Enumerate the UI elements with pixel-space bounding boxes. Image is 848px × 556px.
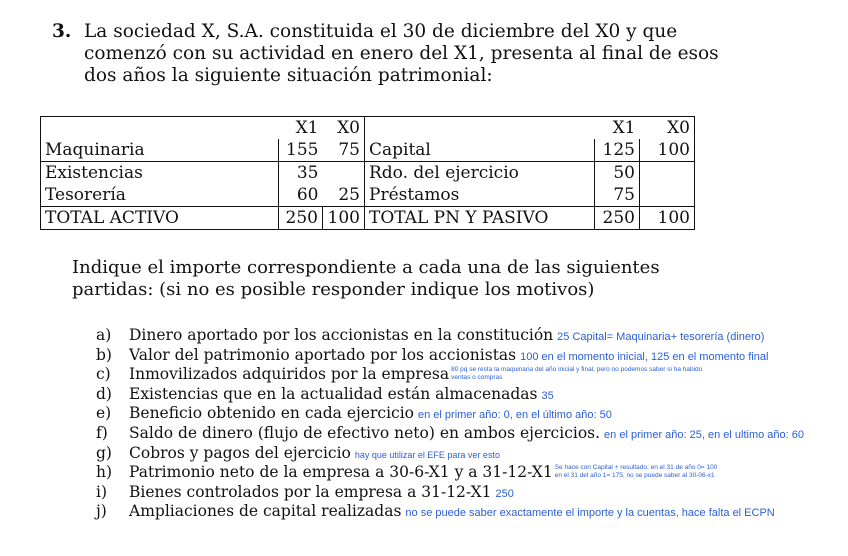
answer-line: ventas o compras [451,373,503,381]
handwritten-answer [555,464,718,479]
handwritten-answer: en el primer año: 0, en el último año: 50 [418,409,612,422]
item-letter: b) [96,345,112,364]
item-letter: c) [96,365,111,384]
instruction-line: partidas: (si no es posible responder indique los motivos) [72,279,595,300]
list-item [96,346,841,366]
asset-label: Maquinaria [41,139,279,162]
table-row [41,184,695,207]
item-text: Patrimonio neto de la empresa a 30-6-X1 y a 31-12-X1 [129,463,553,482]
item-letter: j) [96,502,107,521]
header-x1: X1 [595,117,640,140]
answer-line: 80 pq se resta la maquinaria del año inicial y final, pero no podemos saber si ha habido [451,366,703,374]
asset-x0: 25 [323,184,365,207]
item-text: Saldo de dinero (flujo de efectivo neto) en ambos ejercicios. [129,423,601,442]
list-item [96,385,841,405]
table-row [41,162,695,185]
liability-label: Capital [365,139,595,162]
asset-x0: 75 [323,139,365,162]
list-item [96,502,841,522]
liability-x1: 75 [595,184,640,207]
list-item [96,463,841,483]
item-text: Cobros y pagos del ejercicio [129,443,351,462]
asset-x1: 35 [296,163,319,183]
liability-x0 [640,184,695,207]
answer-line: Se hace con Capital + resultado, en el 31 de año 0= 100 [554,464,718,472]
item-text: Existencias que en la actualidad están almacenadas [129,384,538,403]
handwritten-answer [451,366,702,381]
instruction-line: Indique el importe correspondiente a cada una de las siguientes [72,257,660,278]
item-letter: h) [96,463,113,482]
handwritten-answer: en el primer año: 25, en el ultimo año: 60 [604,428,805,441]
item-text: Ampliaciones de capital realizadas [129,502,402,521]
list-item [96,483,841,503]
question-number: 3. [52,21,72,42]
asset-label: Existencias [41,162,279,185]
liability-total-x0: 100 [640,207,695,230]
liability-x0 [640,162,695,185]
answer-line: en el 31 del año 1= 175, no se puede saber al 30-06-x1 [554,471,715,479]
liability-total-x1: 250 [595,207,640,230]
item-letter: g) [96,443,112,462]
asset-total-label: TOTAL ACTIVO [41,207,279,230]
asset-total-x0: 100 [323,207,365,230]
handwritten-answer: 250 [495,487,514,500]
asset-total-x1: 250 [279,207,323,230]
balance-sheet-table [40,116,695,230]
liability-total-label: TOTAL PN Y PASIVO [365,207,595,230]
item-letter: d) [96,384,112,403]
liability-x1: 125 [595,139,640,162]
list-item [96,326,841,346]
handwritten-answer: 35 [541,389,554,402]
item-letter: f) [96,423,108,442]
question-line: dos años la siguiente situación patrimonial: [84,65,493,86]
item-letter: i) [96,482,108,501]
list-item [96,404,841,424]
list-item [96,424,841,444]
list-item [96,365,841,385]
item-text: Beneficio obtenido en cada ejercicio [129,404,414,423]
header-x1: X1 [279,117,323,140]
asset-x1: 155 [279,139,323,162]
question-statement [84,21,754,87]
liability-label: Rdo. del ejercicio [365,162,595,185]
handwritten-answer: 100 en el momento inicial, 125 en el momento final [520,350,769,363]
handwritten-answer: 25 Capital= Maquinaria+ tesorería (dinero) [557,331,765,343]
asset-label: Tesorería [41,184,279,207]
item-text: Bienes controlados por la empresa a 31-12-X1 [129,482,492,501]
question-items-list [96,326,841,522]
item-letter: e) [96,404,112,423]
instructions [72,257,752,301]
question-line: La sociedad X, S.A. constituida el 30 de diciembre del X0 y que [84,21,678,42]
liability-x0: 100 [640,139,695,162]
table-header-row [41,117,695,140]
header-x0: X0 [323,117,365,140]
item-text: Valor del patrimonio aportado por los accionistas [129,345,517,364]
table-row [41,139,695,162]
list-item [96,444,841,464]
liability-x1: 50 [595,162,640,185]
header-x0: X0 [640,117,695,140]
asset-x1: 60 [279,184,323,207]
asset-x0 [323,162,365,185]
item-letter: a) [96,326,112,344]
handwritten-answer: hay que utilizar el EFE para ver esto [354,449,500,460]
liability-label: Préstamos [365,184,595,207]
table-total-row [41,207,695,230]
handwritten-answer: no se puede saber exactamente el importe y la cuentas, hace falta el ECPN [405,507,775,520]
item-text: Inmovilizados adquiridos por la empresa [129,365,450,384]
question-line: comenzó con su actividad en enero del X1, presenta al final de esos [84,43,719,64]
item-text: Dinero aportado por los accionistas en la constitución [129,326,554,344]
